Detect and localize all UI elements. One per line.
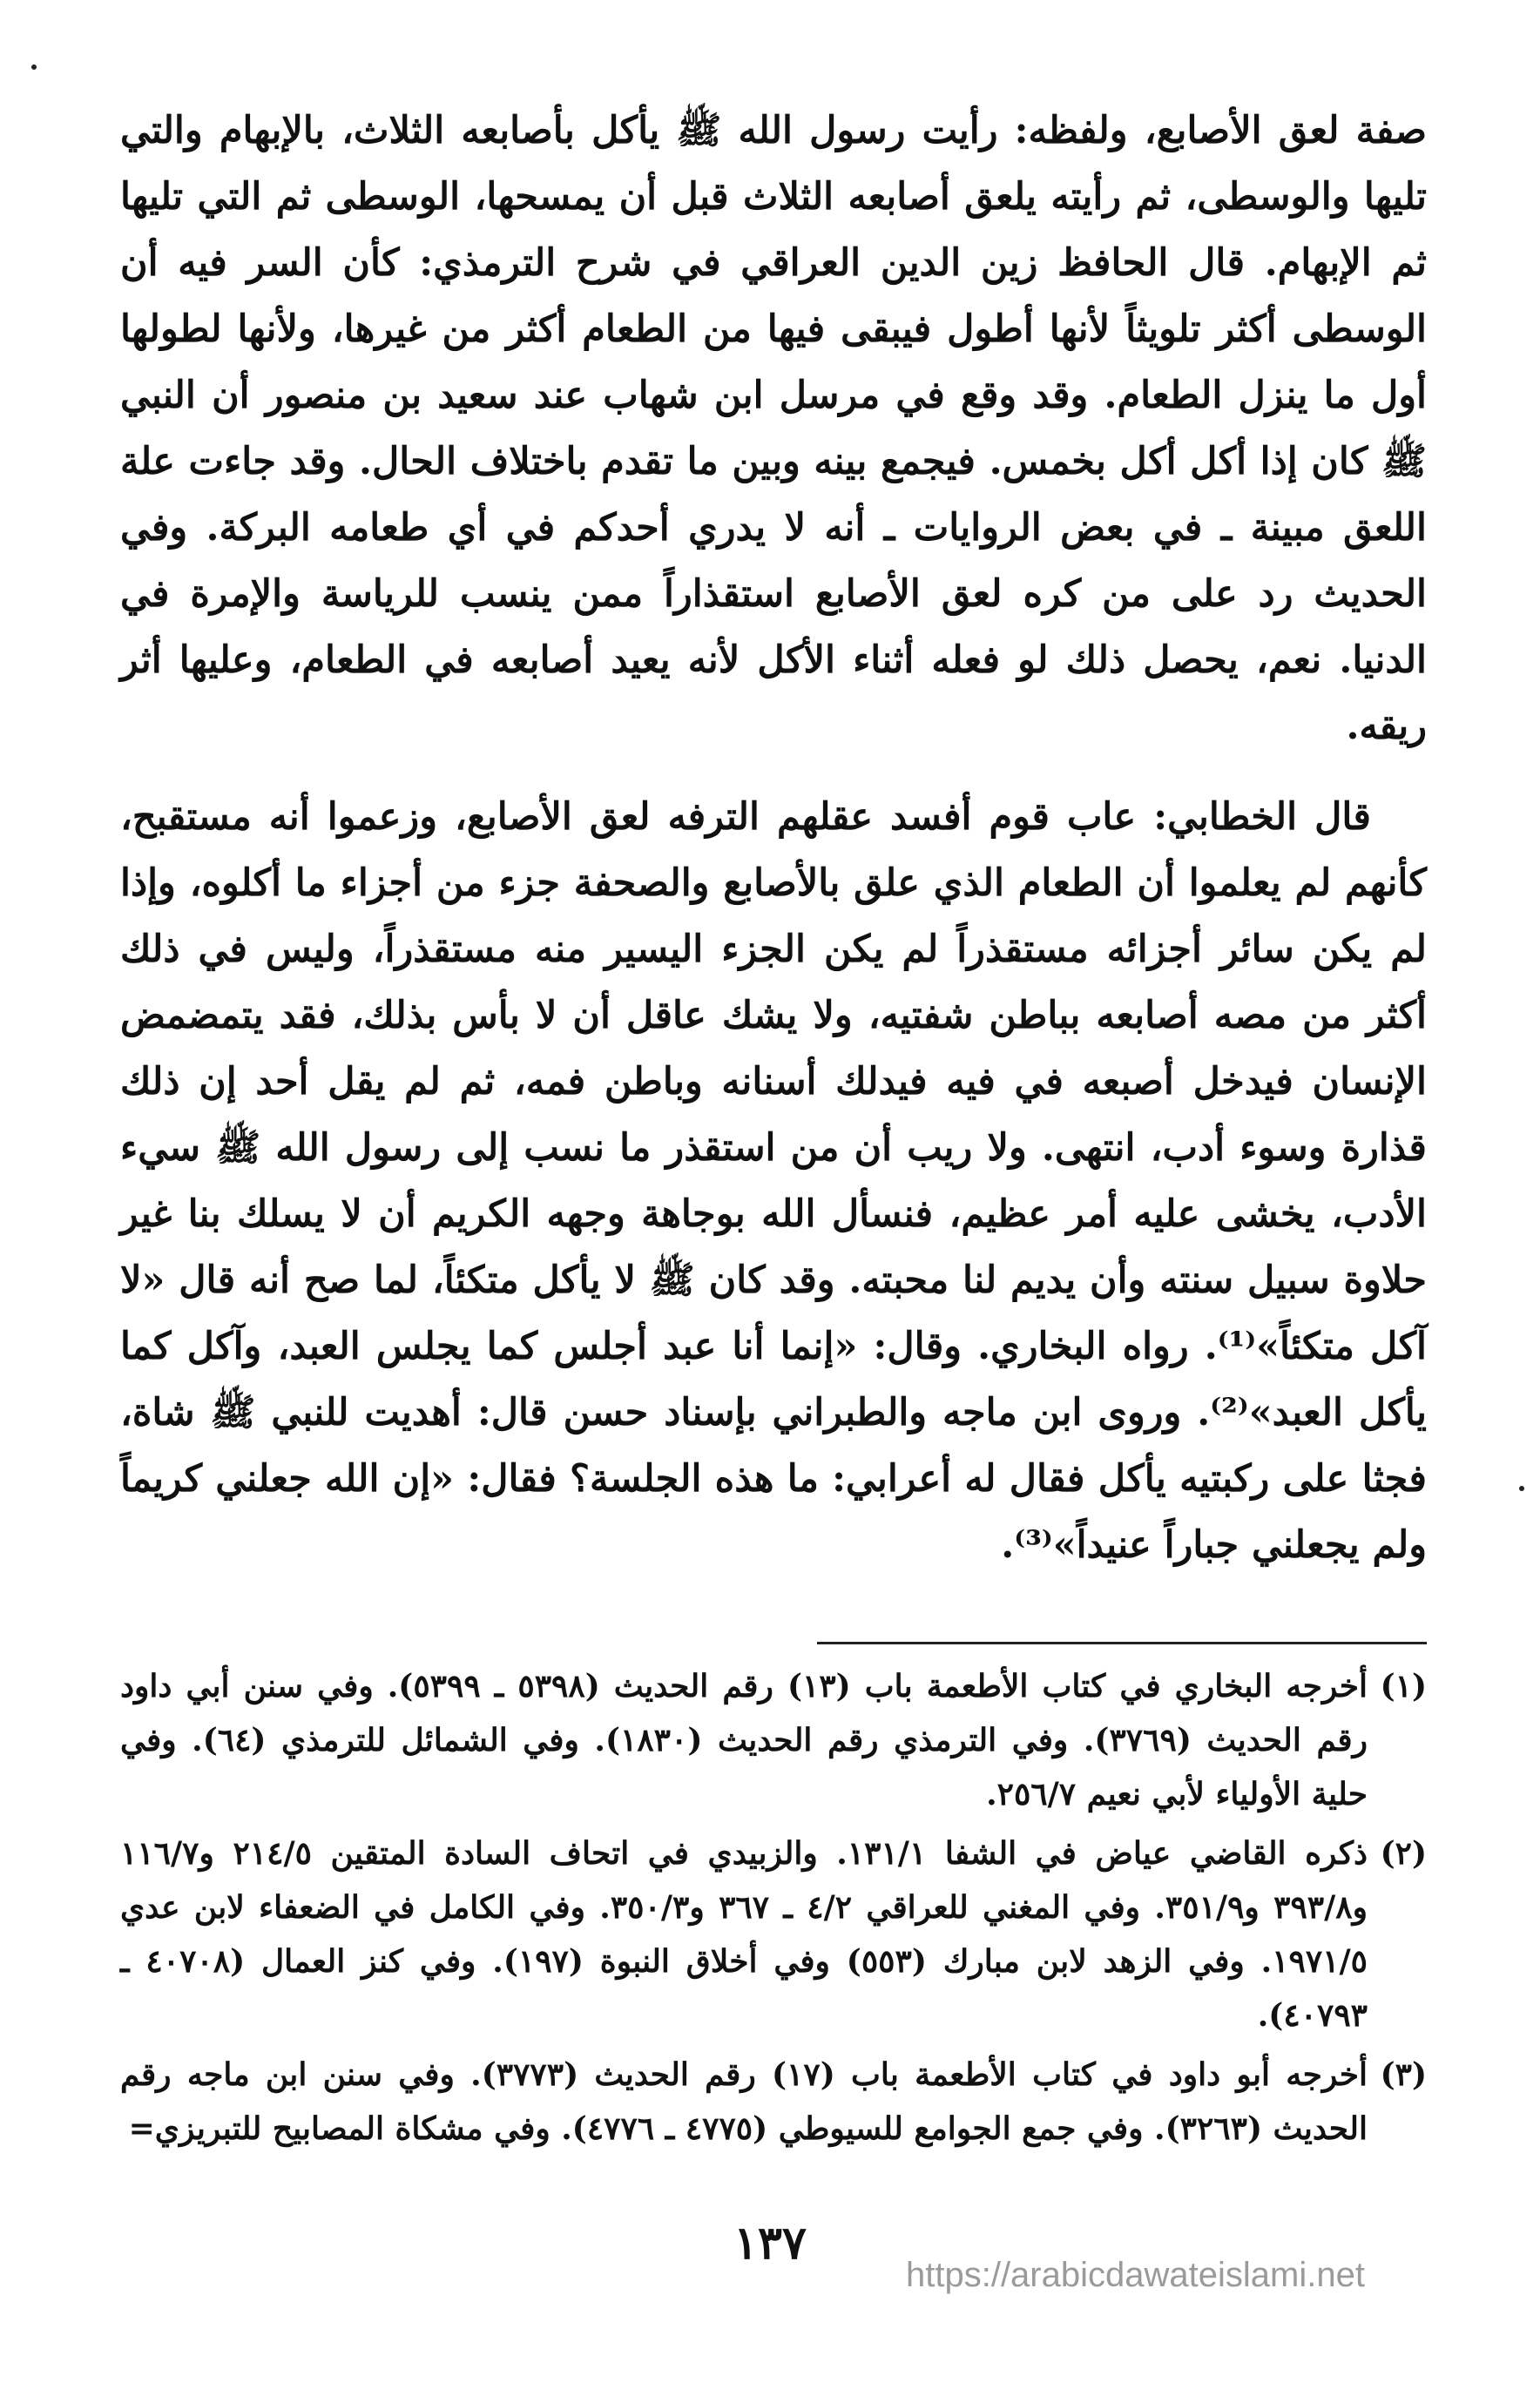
page-speck	[31, 64, 37, 70]
footnote-3	[120, 2048, 1427, 2156]
footnote-number: (٣)	[1380, 2056, 1427, 2093]
footnote-1	[120, 1659, 1427, 1821]
page-number: ١٣٧	[733, 2217, 807, 2270]
footnote-text: أخرجه أبو داود في كتاب الأطعمة باب (١٧) رقم الحديث (٣٧٧٣). وفي سنن ابن ماجه رقم الحديث (٣٢٦٣). وفي جمع الجوامع للسيوطي (٤٧٧٥ ـ ٤٧٧٦). وفي مشكاة المصابيح للتبريزي=	[120, 2056, 1368, 2147]
watermark-url: https://arabicdawateislami.net	[906, 2256, 1365, 2294]
footnotes-section	[120, 1659, 1427, 2161]
footnote-text: أخرجه البخاري في كتاب الأطعمة باب (١٣) رقم الحديث (٥٣٩٨ ـ ٥٣٩٩). وفي سنن أبي داود رقم الحديث (٣٧٦٩). وفي الترمذي رقم الحديث (١٨٣٠). وفي الشمائل للترمذي (٦٤). وفي حلية الأولياء لأبي نعيم ٢٥٦/٧.	[120, 1668, 1368, 1812]
footnote-number: (٢)	[1380, 1835, 1427, 1872]
page-speck	[1519, 1486, 1524, 1491]
main-paragraph-2: قال الخطابي: عاب قوم أفسد عقلهم الترفه لعق الأصابع، وزعموا أنه مستقبح، كأنهم لم يعلموا أن الطعام الذي علق بالأصابع والصحفة جزء من أجزاء ما أكلوه، وإذا لم يكن سائر أجزائه مستقذراً لم يكن الجزء اليسير منه مستقذراً، وليس في ذلك أكثر من مصه أصابعه بباطن شفتيه، ولا يشك عاقل أن لا بأس بذلك، فقد يتمضمض الإنسان فيدخل أصبعه في فيه فيدلك أسنانه وباطن فمه، ثم لم يقل أحد إن ذلك قذارة وسوء أدب، انتهى. ولا ريب أن من استقذر ما نسب إلى رسول الله ﷺ سيء الأدب، يخشى عليه أمر عظيم، فنسأل الله بوجاهة وجهه الكريم أن لا يسلك بنا غير حلاوة سبيل سنته وأن يديم لنا محبته. وقد كان ﷺ لا يأكل متكئاً، لما صح أنه قال «لا آكل متكئاً»⁽¹⁾. رواه البخاري. وقال: «إنما أنا عبد أجلس كما يجلس العبد، وآكل كما يأكل العبد»⁽²⁾. وروى ابن ماجه والطبراني بإسناد حسن قال: أهديت للنبي ﷺ شاة، فجثا على ركبتيه يأكل فقال له أعرابي: ما هذه الجلسة؟ فقال: «إن الله جعلني كريماً ولم يجعلني جباراً عنيداً»⁽³⁾.	[120, 795, 1428, 1567]
main-paragraph-1: صفة لعق الأصابع، ولفظه: رأيت رسول الله ﷺ يأكل بأصابعه الثلاث، بالإبهام والتي تليها والوسطى، ثم رأيته يلعق أصابعه الثلاث قبل أن يمسحها، الوسطى ثم التي تليها ثم الإبهام. قال الحافظ زين الدين العراقي في شرح الترمذي: كأن السر فيه أن الوسطى أكثر تلويثاً لأنها أطول فيبقى فيها من الطعام أكثر من غيرها، ولأنها لطولها أول ما ينزل الطعام. وقد وقع في مرسل ابن شهاب عند سعيد بن منصور أن النبي ﷺ كان إذا أكل أكل بخمس. فيجمع بينه وبين ما تقدم باختلاف الحال. وقد جاءت علة اللعق مبينة ـ في بعض الروايات ـ أنه لا يدري أحدكم في أي طعامه البركة. وفي الحديث رد على من كره لعق الأصابع استقذاراً ممن ينسب للرياسة والإمرة في الدنيا. نعم، يحصل ذلك لو فعله أثناء الأكل لأنه يعيد أصابعه في الطعام، وعليها أثر ريقه.	[120, 109, 1427, 748]
main-text-body	[120, 98, 1427, 1578]
footnote-separator	[817, 1642, 1427, 1644]
footnote-text: ذكره القاضي عياض في الشفا ١٣١/١. والزبيدي في اتحاف السادة المتقين ٢١٤/٥ و١١٦/٧ و٣٩٣/٨ و٣٥١/٩. وفي المغني للعراقي ٤/٢ ـ ٣٦٧ و٣٥٠/٣. وفي الكامل في الضعفاء لابن عدي ١٩٧١/٥. وفي الزهد لابن مبارك (٥٥٣) وفي أخلاق النبوة (١٩٧). وفي كنز العمال (٤٠٧٠٨ ـ ٤٠٧٩٣).	[120, 1835, 1368, 2034]
footnote-number: (١)	[1380, 1668, 1427, 1704]
footnote-2	[120, 1826, 1427, 2042]
